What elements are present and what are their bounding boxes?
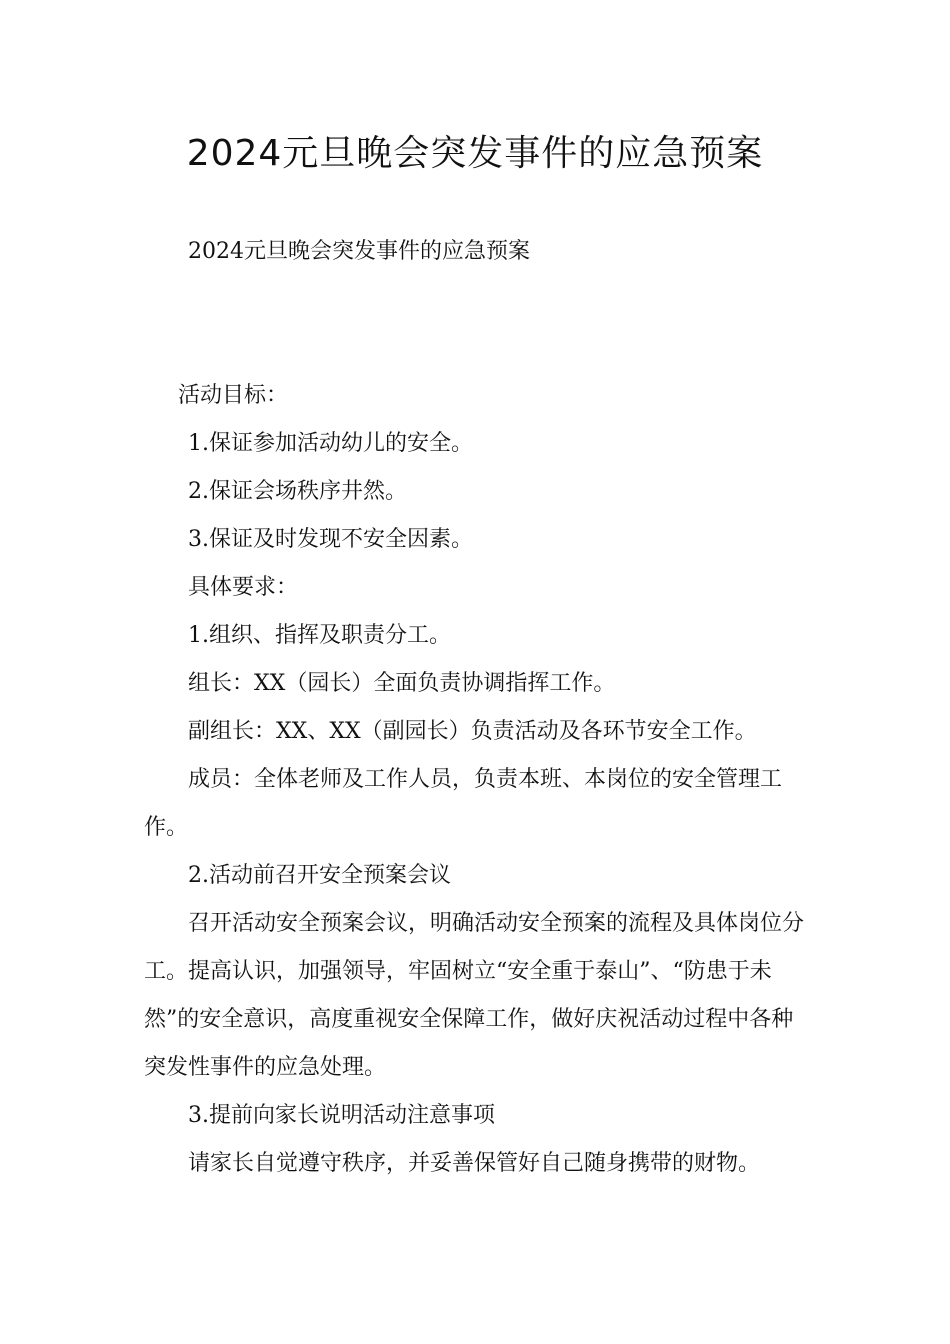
paragraph: 2.活动前召开安全预案会议	[188, 863, 451, 888]
document-title: 2024元旦晚会突发事件的应急预案	[186, 133, 764, 174]
paragraph: 组长：XX（园长）全面负责协调指挥工作。	[188, 671, 616, 696]
paragraph: 3.提前向家长说明活动注意事项	[188, 1103, 495, 1128]
paragraph: 成员：全体老师及工作人员，负责本班、本岗位的安全管理工作。	[144, 767, 783, 840]
paragraph: 具体要求：	[188, 575, 299, 600]
paragraph: 1.组织、指挥及职责分工。	[188, 623, 451, 648]
paragraph: 召开活动安全预案会议，明确活动安全预案的流程及具体岗位分工。提高认识，加强领导，牢固树立“安全重于泰山”、“防患于未然”的安全意识，高度重视安全保障工作，做好庆祝活动过程中各种突发性事件的应急处理。	[144, 911, 805, 1080]
paragraph: 副组长：XX、XX（副园长）负责活动及各环节安全工作。	[188, 719, 757, 744]
document-subtitle: 2024元旦晚会突发事件的应急预案	[188, 239, 530, 264]
paragraph: 1.保证参加活动幼儿的安全。	[188, 431, 473, 456]
paragraph: 3.保证及时发现不安全因素。	[188, 527, 473, 552]
paragraph: 2.保证会场秩序井然。	[188, 479, 407, 504]
paragraph: 活动目标：	[178, 383, 289, 408]
document-body	[144, 228, 808, 1188]
paragraph: 请家长自觉遵守秩序，并妥善保管好自己随身携带的财物。	[188, 1151, 761, 1176]
